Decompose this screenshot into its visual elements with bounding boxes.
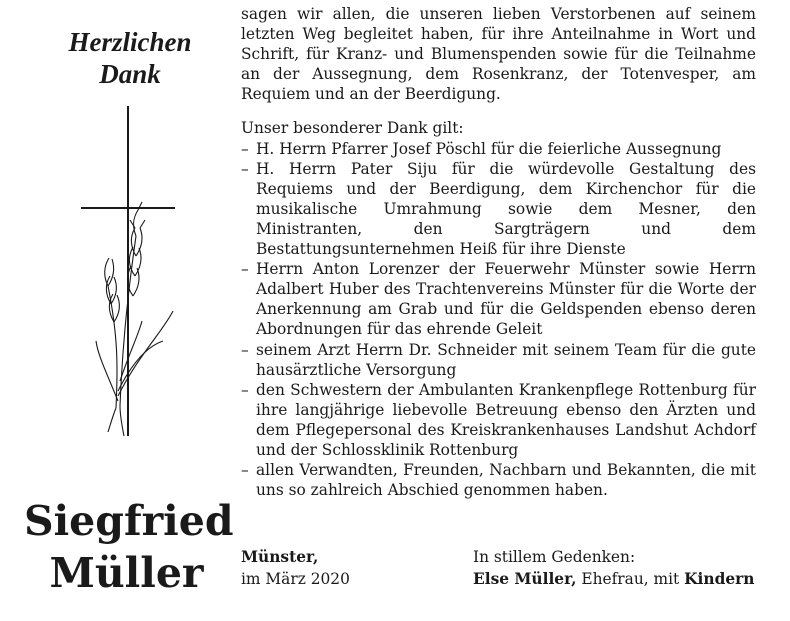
deceased-last-name: Müller [49,549,204,597]
heading-line-1: Herzlichen [68,27,192,57]
place-date [241,546,350,590]
thanks-item: – seinem Arzt Herrn Dr. Schneider mit seinem Team für die gute hausärztliche Versorgung [241,340,756,380]
thanks-heading: Unser besonderer Dank gilt: [241,119,464,138]
wheat-icon [96,202,173,436]
deceased-first-name: Siegfried [24,497,234,545]
intro-paragraph: sagen wir allen, die unseren lieben Verstorbenen auf seinem letzten Weg begleitet haben, für ihre Anteilnahme in Wort und Schrift, für Kranz- und Blumenspenden sowie für die Teilnahme an der Aussegnung, dem Rosenkranz, der Totenvesper, am Requiem und an der Beerdigung. [241,5,756,104]
signer-relation: Ehefrau, mit [581,570,680,588]
signer-children: Kindern [684,570,755,588]
main-text [241,4,756,500]
memorial-line: In stillem Gedenken: [473,548,636,566]
thanks-item: – H. Herrn Pfarrer Josef Pöschl für die feierliche Aussegnung [241,139,756,159]
thanks-list [241,139,756,501]
thanks-item: – den Schwestern der Ambulanten Krankenpflege Rottenburg für ihre langjährige liebevolle Betreuung ebenso den Ärzten und dem Pflegepersonal des Kreiskrankenhauses Landshut Achdorf und der Schlossklinik Rottenburg [241,380,756,460]
deceased-name [24,495,234,599]
place: Münster, [241,548,319,566]
date: im März 2020 [241,570,350,588]
signer-line [473,568,763,590]
signer-name: Else Müller, [473,570,577,588]
heading-herzlichen-dank [40,26,220,90]
thanks-item: – Herrn Anton Lorenzer der Feuerwehr Münster sowie Herrn Adalbert Huber des Trachtenvereins Münster für die Worte der Anerkennung am Grab und für die Geldspenden ebenso deren Abordnungen für das ehrende Geleit [241,259,756,339]
thanks-item: – allen Verwandten, Freunden, Nachbarn und Bekannten, die mit uns so zahlreich Abschied genommen haben. [241,460,756,500]
heading-line-2: Dank [99,59,161,89]
thanks-item: – H. Herrn Pater Siju für die würdevolle Gestaltung des Requiems und der Beerdigung, dem Kirchenchor für die musikalische Umrahmung sowie dem Mesner, den Ministranten, den Sargträgern und dem Bestattungsunternehmen Heiß für ihre Dienste [241,159,756,259]
cross-icon [78,106,178,496]
signature-block [473,546,763,590]
left-column [0,0,234,621]
